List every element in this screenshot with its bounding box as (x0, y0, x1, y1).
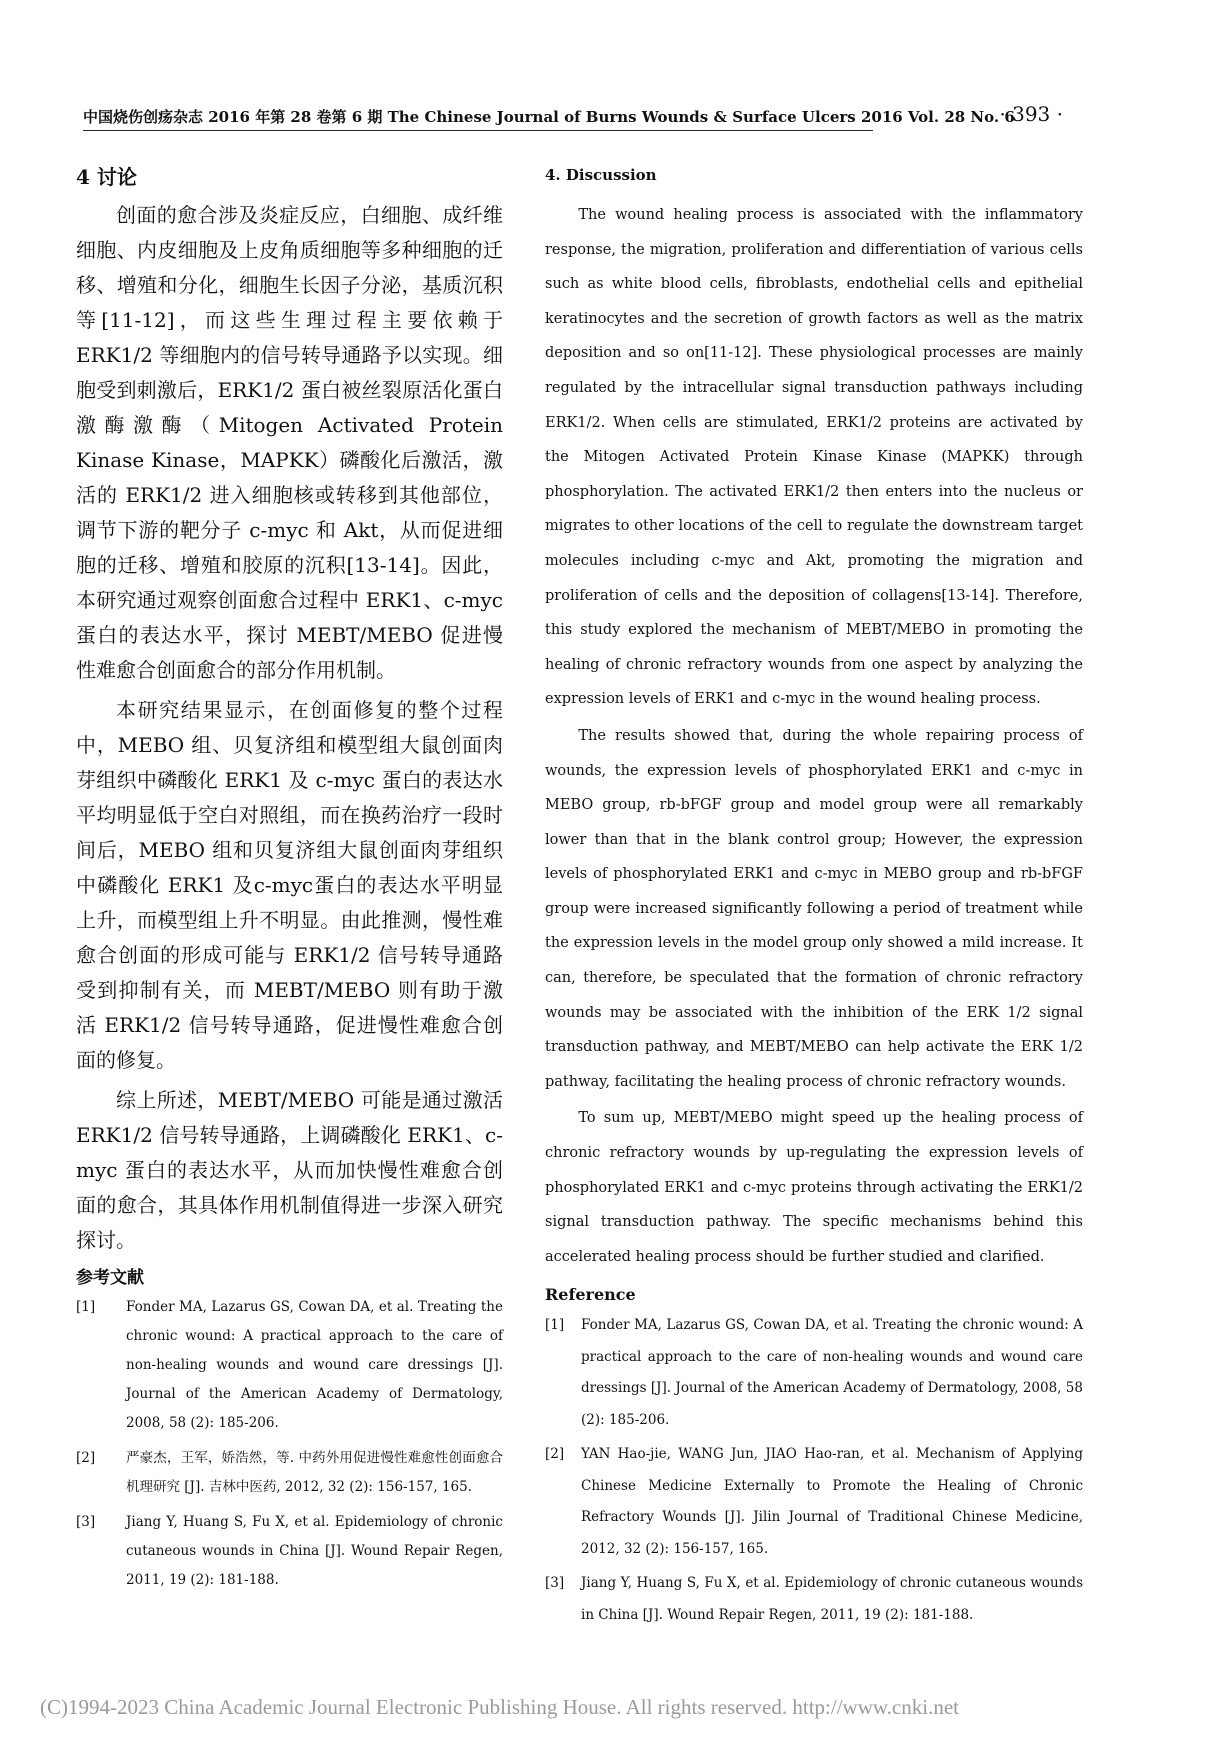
reference-number: [2] (76, 1450, 96, 1466)
reference-list-cn (76, 1293, 503, 1595)
copyright-footer: (C)1994-2023 China Academic Journal Electronic Publishing House. All rights reserved. http://www.cnki.net (40, 1695, 959, 1719)
journal-name: 中国烧伤创疡杂志 2016 年第 28 卷第 6 期 The Chinese Journal of Burns Wounds & Surface Ulcers 2016 Vol. 28 No. 6 (83, 108, 1015, 126)
paragraph-en-3: To sum up, MEBT/MEBO might speed up the healing process of chronic refractory wounds by up-regulating the expression levels of phosphorylated ERK1 and c-myc proteins through activating the ERK1/2 signal transduction pathway. The specific mechanisms behind this accelerated healing process should be further studied and clarified. (545, 1110, 1083, 1265)
reference-text: Jiang Y, Huang S, Fu X, et al. Epidemiology of chronic cutaneous wounds in China [J]. Wound Repair Regen, 2011, 19 (2): 181-188. (581, 1575, 1083, 1623)
page-number: · 393 · (999, 102, 1063, 126)
reference-number: [1] (76, 1299, 96, 1315)
references-title-en: Reference (545, 1285, 636, 1305)
reference-text: YAN Hao-jie, WANG Jun, JIAO Hao-ran, et al. Mechanism of Applying Chinese Medicine Externally to Promote the Healing of Chronic Refractory Wounds [J]. Jilin Journal of Traditional Chinese Medicine, 2012, 32 (2): 156-157, 165. (581, 1446, 1083, 1557)
reference-number: [2] (545, 1446, 565, 1463)
chinese-column (76, 162, 503, 1601)
paragraph-cn-2: 本研究结果显示，在创面修复的整个过程中，MEBO 组、贝复济组和模型组大鼠创面肉芽组织中磷酸化 ERK1 及 c-myc 蛋白的表达水平均明显低于空白对照组，而在换药治疗一段时间后，MEBO 组和贝复济组大鼠创面肉芽组织中磷酸化 ERK1 及c-myc蛋白的表达水平明显上升，而模型组上升不明显。由此推测，慢性难愈合创面的形成可能与 ERK1/2 信号转导通路受到抑制有关，而 MEBT/MEBO 则有助于激活 ERK1/2 信号转导通路，促进慢性难愈合创面的修复。 (76, 698, 503, 1072)
reference-item (545, 1310, 1083, 1436)
section-title-cn: 4 讨论 (76, 165, 137, 189)
header-rule (83, 130, 873, 131)
reference-text: 严豪杰，王军，娇浩然，等. 中药外用促进慢性难愈性创面愈合机理研究 [J]. 吉林中医药, 2012, 32 (2): 156-157, 165. (126, 1450, 503, 1495)
reference-number: [3] (76, 1514, 96, 1530)
reference-list-en (545, 1310, 1083, 1631)
paragraph-cn-3: 综上所述，MEBT/MEBO 可能是通过激活 ERK1/2 信号转导通路，上调磷酸化 ERK1、c-myc 蛋白的表达水平，从而加快慢性难愈合创面的愈合，其具体作用机制值得进一步深入研究探讨。 (76, 1088, 503, 1252)
paragraph-en-2: The results showed that, during the whole repairing process of wounds, the expression levels of phosphorylated ERK1 and c-myc in MEBO group, rb-bFGF group and model group were all remarkably lower than that in the blank control group; However, the expression levels of phosphorylated ERK1 and c-myc in MEBO group and rb-bFGF group were increased significantly following a period of treatment while the expression levels in the model group only showed a mild increase. It can, therefore, be speculated that the formation of chronic refractory wounds may be associated with the inhibition of the ERK 1/2 signal transduction pathway, and MEBT/MEBO can help activate the ERK 1/2 pathway, facilitating the healing process of chronic refractory wounds. (545, 727, 1083, 1090)
references-title-cn: 参考文献 (76, 1268, 144, 1288)
reference-item (76, 1508, 503, 1595)
english-column (545, 162, 1083, 1634)
reference-text: Fonder MA, Lazarus GS, Cowan DA, et al. Treating the chronic wound: A practical approach to the care of non-healing wounds and wound care dressings [J]. Journal of the American Academy of Dermatology, 2008, 58 (2): 185-206. (126, 1299, 503, 1431)
paragraph-en-1: The wound healing process is associated with the inflammatory response, the migration, proliferation and differentiation of various cells such as white blood cells, fibroblasts, endothelial cells and epithelial keratinocytes and the secretion of growth factors as well as the matrix deposition and so on[11-12]. These physiological processes are mainly regulated by the intracellular signal transduction pathways including ERK1/2. When cells are stimulated, ERK1/2 proteins are activated by the Mitogen Activated Protein Kinase Kinase (MAPKK) through phosphorylation. The activated ERK1/2 then enters into the nucleus or migrates to other locations of the cell to regulate the downstream target molecules including c-myc and Akt, promoting the migration and proliferation of cells and the deposition of collagens[13-14]. Therefore, this study explored the mechanism of MEBT/MEBO in promoting the healing of chronic refractory wounds from one aspect by analyzing the expression levels of ERK1 and c-myc in the wound healing process. (545, 207, 1083, 708)
reference-number: [1] (545, 1317, 565, 1334)
paragraph-cn-1: 创面的愈合涉及炎症反应，白细胞、成纤维细胞、内皮细胞及上皮角质细胞等多种细胞的迁移、增殖和分化，细胞生长因子分泌，基质沉积等[11-12]，而这些生理过程主要依赖于 ERK1/2 等细胞内的信号转导通路予以实现。细胞受到刺激后，ERK1/2 蛋白被丝裂原活化蛋白激酶激酶（Mitogen Activated Protein Kinase Kinase，MAPKK）磷酸化后激活，激活的 ERK1/2 进入细胞核或转移到其他部位，调节下游的靶分子 c-myc 和 Akt，从而促进细胞的迁移、增殖和胶原的沉积[13-14]。因此，本研究通过观察创面愈合过程中 ERK1、c-myc 蛋白的表达水平，探讨 MEBT/MEBO 促进慢性难愈合创面愈合的部分作用机制。 (76, 203, 503, 682)
reference-item (76, 1444, 503, 1502)
reference-item (545, 1439, 1083, 1565)
reference-item (545, 1568, 1083, 1631)
section-title-en: 4. Discussion (545, 166, 657, 184)
reference-text: Fonder MA, Lazarus GS, Cowan DA, et al. Treating the chronic wound: A practical approach to the care of non-healing wounds and wound care dressings [J]. Journal of the American Academy of Dermatology, 2008, 58 (2): 185-206. (581, 1317, 1083, 1428)
reference-number: [3] (545, 1575, 565, 1592)
running-header (83, 104, 1063, 130)
reference-item (76, 1293, 503, 1438)
reference-text: Jiang Y, Huang S, Fu X, et al. Epidemiology of chronic cutaneous wounds in China [J]. Wound Repair Regen, 2011, 19 (2): 181-188. (126, 1514, 503, 1588)
